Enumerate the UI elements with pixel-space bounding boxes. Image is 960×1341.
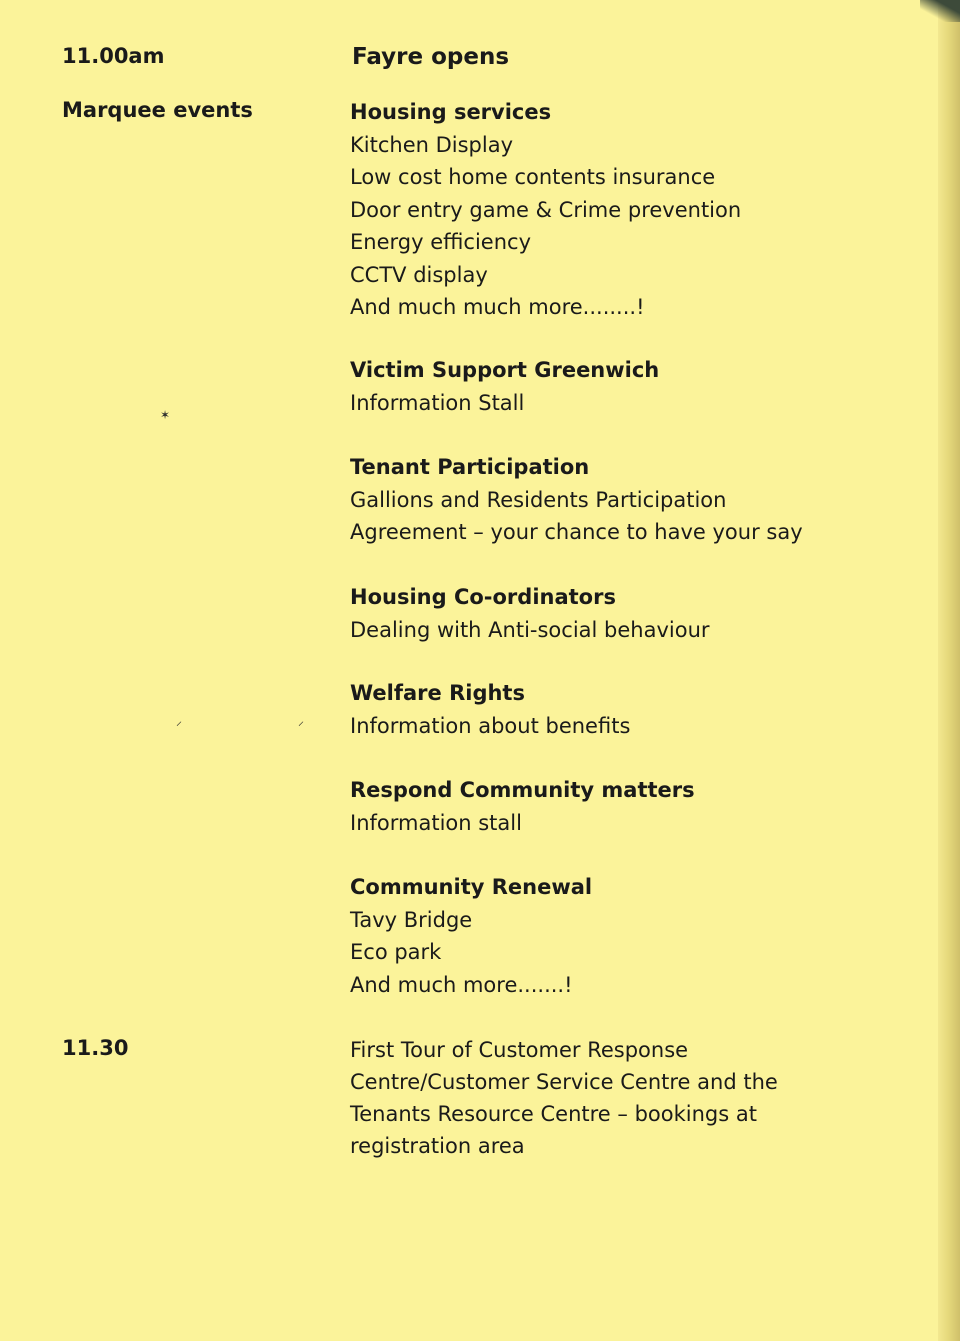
section-item: And much more.......! xyxy=(350,972,573,997)
time-label-tour: 11.30 xyxy=(62,1036,129,1060)
section-heading: Tenant Participation xyxy=(350,455,590,479)
section-heading: Community Renewal xyxy=(350,875,593,899)
section-item: Tavy Bridge xyxy=(350,907,473,932)
section-item: Information stall xyxy=(350,810,522,835)
fayre-opens-heading: Fayre opens xyxy=(352,44,510,70)
section-housing-services xyxy=(350,96,910,324)
section-item: Dealing with Anti-social behaviour xyxy=(350,617,710,642)
section-housing-coordinators xyxy=(350,581,910,646)
section-welfare-rights xyxy=(350,677,910,742)
section-heading: Victim Support Greenwich xyxy=(350,358,660,382)
section-item: CCTV display xyxy=(350,262,488,287)
page-corner-shadow xyxy=(920,0,960,22)
tour-description: First Tour of Customer Response Centre/Customer Service Centre and the Tenants Resource Centre – bookings at registration area xyxy=(350,1038,778,1158)
section-item: Door entry game & Crime prevention xyxy=(350,197,742,222)
ink-speck: ✶ xyxy=(160,408,171,422)
section-item: Information about benefits xyxy=(350,713,631,738)
section-item: Kitchen Display xyxy=(350,132,514,157)
section-item: Low cost home contents insurance xyxy=(350,165,716,189)
ink-speck: ⸝ xyxy=(176,714,183,728)
section-heading: Housing services xyxy=(350,100,552,124)
section-heading: Welfare Rights xyxy=(350,681,525,705)
section-respond-community xyxy=(350,774,910,839)
page-edge xyxy=(938,0,960,1341)
section-heading: Respond Community matters xyxy=(350,778,695,802)
section-victim-support xyxy=(350,354,910,419)
marquee-events-label: Marquee events xyxy=(62,98,253,122)
section-tenant-participation xyxy=(350,451,910,549)
section-community-renewal xyxy=(350,871,910,1001)
section-item: Gallions and Residents Participation xyxy=(350,487,727,512)
ink-speck: ⸝ xyxy=(298,714,305,728)
section-tour xyxy=(350,1034,910,1162)
time-label-open: 11.00am xyxy=(62,44,165,68)
section-item: And much much more........! xyxy=(350,295,645,319)
section-item: Eco park xyxy=(350,940,442,964)
section-item: Information Stall xyxy=(350,390,525,415)
section-heading: Housing Co-ordinators xyxy=(350,585,616,609)
section-item: Agreement – your chance to have your say xyxy=(350,520,803,544)
section-item: Energy efficiency xyxy=(350,230,532,254)
